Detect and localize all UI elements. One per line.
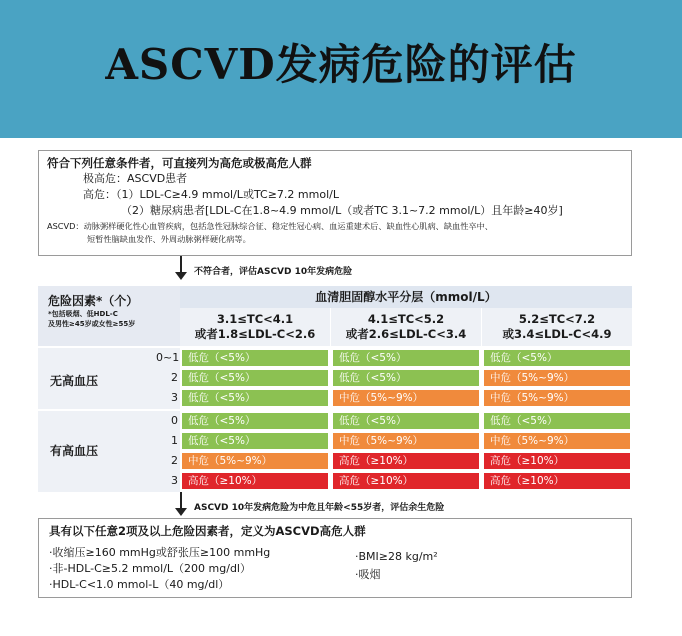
risk-factor-title: 危险因素*（个） [48,294,139,308]
risk-cell: 低危（<5%） [182,370,328,386]
risk-factor-count: 2 [171,454,178,467]
risk-factor-item: ·BMI≥28 kg/m² [355,550,438,563]
risk-factor-count: 2 [171,371,178,384]
column-header-3-line-a: 5.2≤TC<7.2 [518,312,596,326]
risk-cell: 高危（≥10%） [333,473,479,489]
risk-cell: 中危（5%~9%） [333,433,479,449]
lifetime-note: ASCVD 10年发病危险为中危且年龄<55岁者，评估余生危险 [194,503,445,513]
high-risk-line-2: （2）糖尿病患者[LDL-C在1.8~4.9 mmol/L（或者TC 3.1~7.2 mmol/L）且年龄≥40岁] [121,204,563,217]
risk-cell: 中危（5%~9%） [333,390,479,406]
risk-factor-count: 0 [171,414,178,427]
cholesterol-header: 血清胆固醇水平分层（mmol/L） [180,286,632,308]
risk-factor-item: ·非-HDL-C≥5.2 mmol/L（200 mg/dl） [49,562,251,575]
risk-cell: 低危（<5%） [182,350,328,366]
risk-cell: 低危（<5%） [182,413,328,429]
risk-cell: 中危（5%~9%） [484,370,630,386]
lifetime-heading: 具有以下任意2项及以上危险因素者，定义为ASCVD高危人群 [49,524,366,538]
risk-factor-header [38,286,180,346]
assessment-note: 不符合者，评估ASCVD 10年发病危险 [194,267,353,277]
risk-cell: 中危（5%~9%） [484,390,630,406]
risk-cell: 低危（<5%） [333,350,479,366]
column-header-1 [180,308,330,346]
risk-cell: 中危（5%~9%） [182,453,328,469]
risk-cell: 低危（<5%） [182,433,328,449]
group-hypertension: 有高血压 [50,444,99,458]
risk-factor-item: ·吸烟 [355,568,381,581]
risk-factor-count: 3 [171,391,178,404]
risk-cell: 低危（<5%） [333,413,479,429]
risk-cell: 高危（≥10%） [333,453,479,469]
column-header-3 [482,308,632,346]
risk-factor-item: ·收缩压≥160 mmHg或舒张压≥100 mmHg [49,546,271,559]
column-header-1-line-b: 或者1.8≤LDL-C<2.6 [194,327,316,341]
lifetime-risk-box [38,518,632,598]
risk-factor-count: 3 [171,474,178,487]
column-header-2-line-a: 4.1≤TC<5.2 [367,312,445,326]
risk-factor-count: 1 [171,434,178,447]
risk-factor-note-1: *包括吸烟、低HDL-C [48,310,118,318]
ascvd-definition-1: ASCVD：动脉粥样硬化性心血管疾病，包括急性冠脉综合征、稳定性冠心病、血运重建术后、缺血性心肌病、缺血性卒中、 [47,221,493,231]
column-header-1-line-a: 3.1≤TC<4.1 [216,312,294,326]
very-high-risk-line: 极高危：ASCVD患者 [83,172,188,185]
group-no-hypertension: 无高血压 [50,374,99,388]
risk-cell: 中危（5%~9%） [484,433,630,449]
title-banner [0,0,682,138]
ascvd-definition-2: 短暂性脑缺血发作、外周动脉粥样硬化病等。 [87,234,251,244]
risk-cell: 低危（<5%） [484,350,630,366]
risk-cell: 高危（≥10%） [182,473,328,489]
risk-cell: 低危（<5%） [333,370,479,386]
column-header-3-line-b: 或3.4≤LDL-C<4.9 [502,327,612,341]
risk-factor-note-2: 及男性≥45岁或女性≥55岁 [48,320,136,328]
risk-cell: 高危（≥10%） [484,473,630,489]
risk-cell: 高危（≥10%） [484,453,630,469]
risk-cell: 低危（<5%） [182,390,328,406]
risk-factor-item: ·HDL-C<1.0 mmol-L（40 mg/dl） [49,578,230,591]
direct-criteria-heading: 符合下列任意条件者，可直接列为高危或极高危人群 [47,156,312,170]
risk-cell: 低危（<5%） [484,413,630,429]
direct-criteria-box [38,150,632,256]
high-risk-line-1: 高危：（1）LDL-C≥4.9 mmol/L或TC≥7.2 mmol/L [83,188,339,201]
column-header-2-line-b: 或者2.6≤LDL-C<3.4 [345,327,467,341]
column-header-2 [331,308,481,346]
risk-factor-count: 0~1 [156,351,180,364]
page-title: ASCVD发病危险的评估 [105,40,577,89]
